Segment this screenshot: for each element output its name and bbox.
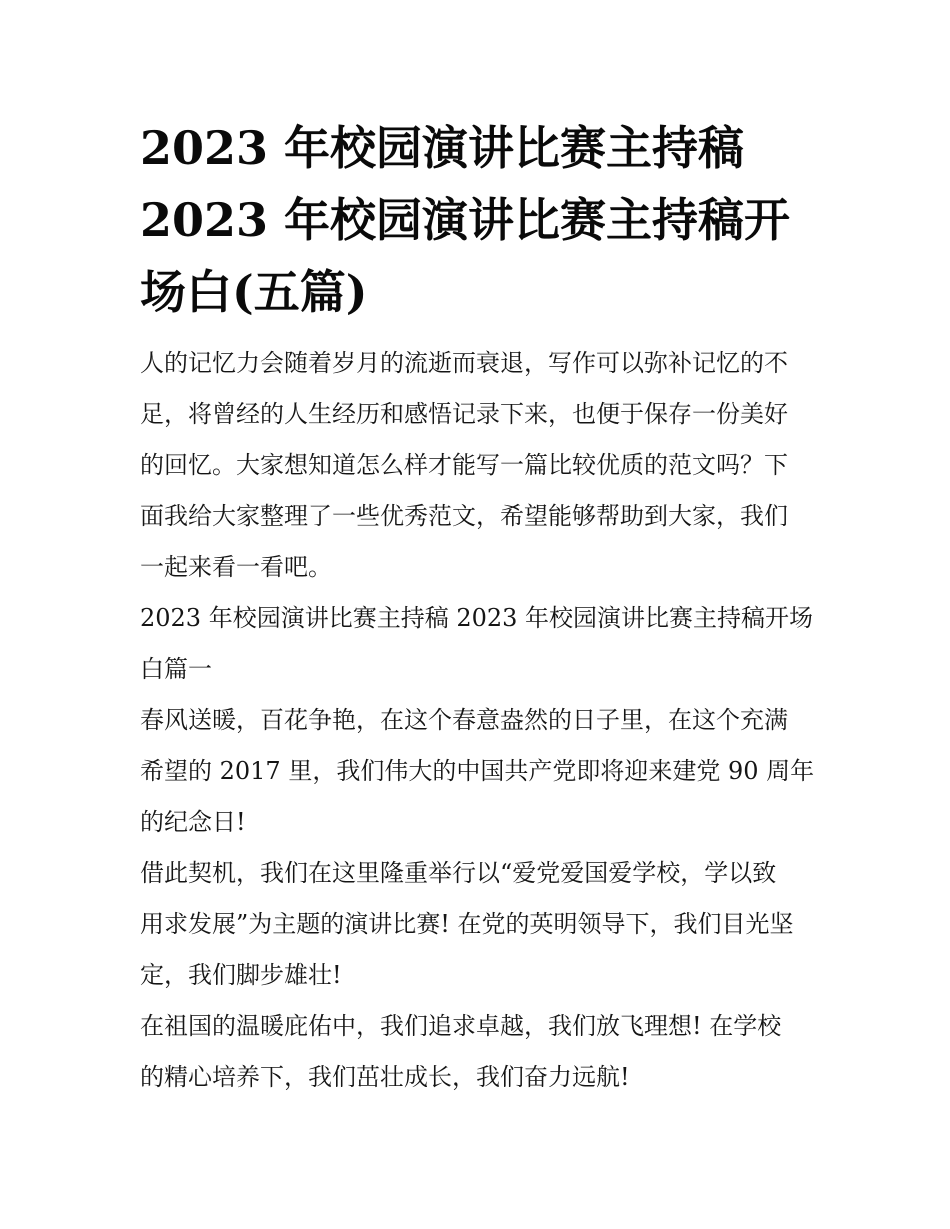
body-paragraph bbox=[140, 848, 820, 1001]
text-line: 面我给大家整理了一些优秀范文，希望能够帮助到大家，我们 bbox=[140, 502, 788, 530]
text-line: 借此契机，我们在这里隆重举行以“爱党爱国爱学校，学以致 bbox=[140, 859, 777, 887]
document-content bbox=[140, 112, 820, 1103]
text-line: 定，我们脚步雄壮! bbox=[140, 961, 342, 989]
title-line-3: 场白(五篇) bbox=[140, 265, 368, 319]
text-line: 一起来看一看吧。 bbox=[140, 553, 332, 581]
document-body bbox=[140, 338, 820, 1103]
body-paragraph bbox=[140, 695, 820, 848]
body-paragraph bbox=[140, 1001, 820, 1103]
text-line: 足，将曾经的人生经历和感悟记录下来，也便于保存一份美好 bbox=[140, 400, 788, 428]
text-line: 希望的 2017 里，我们伟大的中国共产党即将迎来建党 90 周年 bbox=[140, 757, 815, 785]
title-line-1: 2023 年校园演讲比赛主持稿 bbox=[140, 121, 745, 175]
text-line: 的精心培养下，我们茁壮成长，我们奋力远航! bbox=[140, 1063, 630, 1091]
text-line: 2023 年校园演讲比赛主持稿 2023 年校园演讲比赛主持稿开场 bbox=[140, 604, 814, 632]
text-line: 人的记忆力会随着岁月的流逝而衰退，写作可以弥补记忆的不 bbox=[140, 349, 788, 377]
text-line: 用求发展”为主题的演讲比赛! 在党的英明领导下，我们目光坚 bbox=[140, 910, 794, 938]
text-line: 白篇一 bbox=[140, 655, 212, 683]
title-line-2: 2023 年校园演讲比赛主持稿开 bbox=[140, 193, 791, 247]
document-title bbox=[140, 112, 820, 328]
text-line: 的回忆。大家想知道怎么样才能写一篇比较优质的范文吗？下 bbox=[140, 451, 788, 479]
section-heading-paragraph bbox=[140, 593, 820, 695]
text-line: 的纪念日! bbox=[140, 808, 246, 836]
intro-paragraph bbox=[140, 338, 820, 593]
text-line: 春风送暖，百花争艳，在这个春意盎然的日子里，在这个充满 bbox=[140, 706, 788, 734]
text-line: 在祖国的温暖庇佑中，我们追求卓越，我们放飞理想! 在学校 bbox=[140, 1012, 782, 1040]
